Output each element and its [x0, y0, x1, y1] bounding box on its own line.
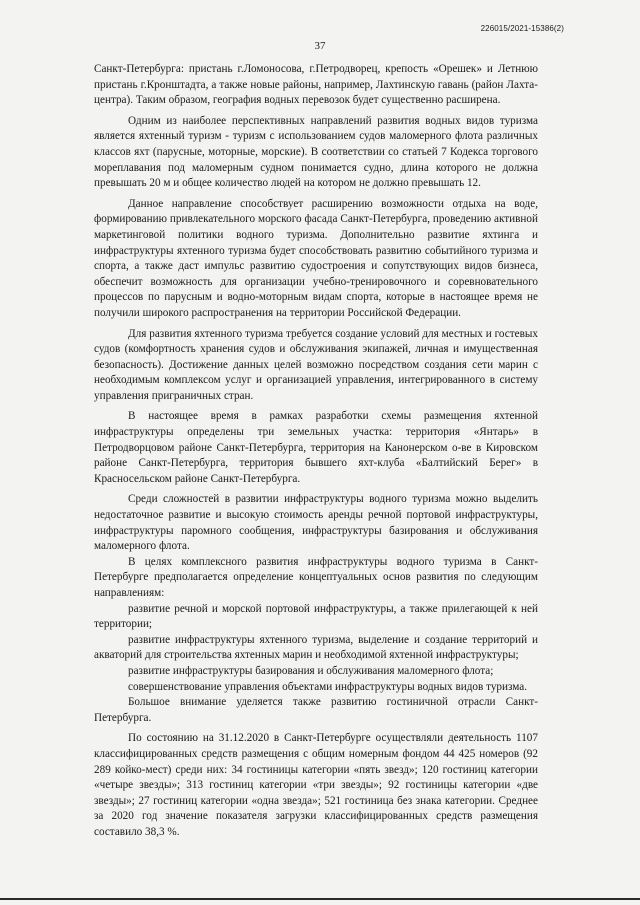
list-item: развитие речной и морской портовой инфраструктуры, а также прилегающей к ней территории; — [94, 602, 538, 631]
paragraph: Среди сложностей в развитии инфраструктуры водного туризма можно выделить недостаточное развитие и высокую стоимость аренды речной портовой инфраструктуры, инфраструктуры паромного сообщения, инфраструктуры базирования и обслуживания маломерного флота. — [94, 493, 538, 553]
list-item: развитие инфраструктуры базирования и обслуживания маломерного флота; — [128, 664, 494, 677]
body-text — [94, 62, 538, 841]
paragraph: Большое внимание уделяется также развитию гостиничной отрасли Санкт-Петербурга. — [94, 696, 538, 724]
paragraph: Данное направление способствует расширению возможности отдыха на воде, формированию привлекательного морского фасада Санкт-Петербурга, проведению активной маркетинговой политики водного туризма. Дополнительно развитие яхтинга и инфраструктуры яхтенного туризма будет способствовать развитию событийного туризма и спорта, а также даст импульс развитию судостроения и сопутствующих видов бизнеса, обеспечит возможность для организации учебно-тренировочного и соревновательного процессов по парусным и водно-моторным видам спорта, которые в настоящее время не получили широкого распространения на территории Российской Федерации. — [94, 197, 538, 319]
paragraph: По состоянию на 31.12.2020 в Санкт-Петербурге осуществляли деятельность 1107 классифицированных средств размещения с общим номерным фондом 44 425 номеров (92 289 койко-мест) среди них: 34 гостиницы категории «пять звезд»; 120 гостиниц категории «четыре звезды»; 313 гостиниц категории «три звезды»; 92 гостиницы категории «две звезды»; 27 гостиниц категории «одна звезда»; 521 гостиница без знака категории. Среднее за 2020 год значение показателя загрузки классифицированных средств размещения составило 38,3 %. — [94, 732, 538, 838]
paragraph: Санкт-Петербурга: пристань г.Ломоносова, г.Петродворец, крепость «Орешек» и Летнюю пристань г.Кронштадта, а также новые районы, например, Лахтинскую гавань (район Лахта-центра). Таким образом, география водных перевозок будет существенно расширена. — [94, 63, 538, 107]
paragraph: В настоящее время в рамках разработки схемы размещения яхтенной инфраструктуры определены три земельных участка: территория «Янтарь» в Петродворцовом районе Санкт-Петербурга, территория на Канонерском о-ве в Кировском районе Санкт-Петербурга, территория бывшего яхт-клуба «Балтийский Берег» в Красносельском районе Санкт-Петербурга. — [94, 410, 538, 485]
list-item: совершенствование управления объектами инфраструктуры водных видов туризма. — [128, 680, 528, 693]
document-id: 226015/2021-15386(2) — [480, 24, 564, 33]
scan-edge-line — [0, 898, 640, 900]
page-number: 37 — [314, 40, 326, 52]
paragraph: Одним из наиболее перспективных направлений развития водных видов туризма является яхтенный туризм - туризм с использованием судов маломерного флота различных классов яхт (парусные, моторные, морские). В соответствии со статьей 7 Кодекса торгового мореплавания под маломерным судном понимается судно, длина которого не должна превышать 20 м и общее количество людей на котором не должно превышать 12. — [94, 114, 538, 190]
paragraph: Для развития яхтенного туризма требуется создание условий для местных и гостевых судов (комфортность хранения судов и обслуживания экипажей, личная и имущественная безопасность). Достижение данных целей возможно посредством создания сети марин с необходимым комплексом услуг и организацией управления, интегрированного в систему управления приграничных стран. — [94, 327, 538, 402]
paragraph: В целях комплексного развития инфраструктуры водного туризма в Санкт-Петербурге предполагается определение концептуальных основ развития по следующим направлениям: — [94, 555, 538, 599]
list-item: развитие инфраструктуры яхтенного туризма, выделение и создание территорий и акваторий для строительства яхтенных марин и необходимой яхтенной инфраструктуры; — [94, 633, 538, 662]
